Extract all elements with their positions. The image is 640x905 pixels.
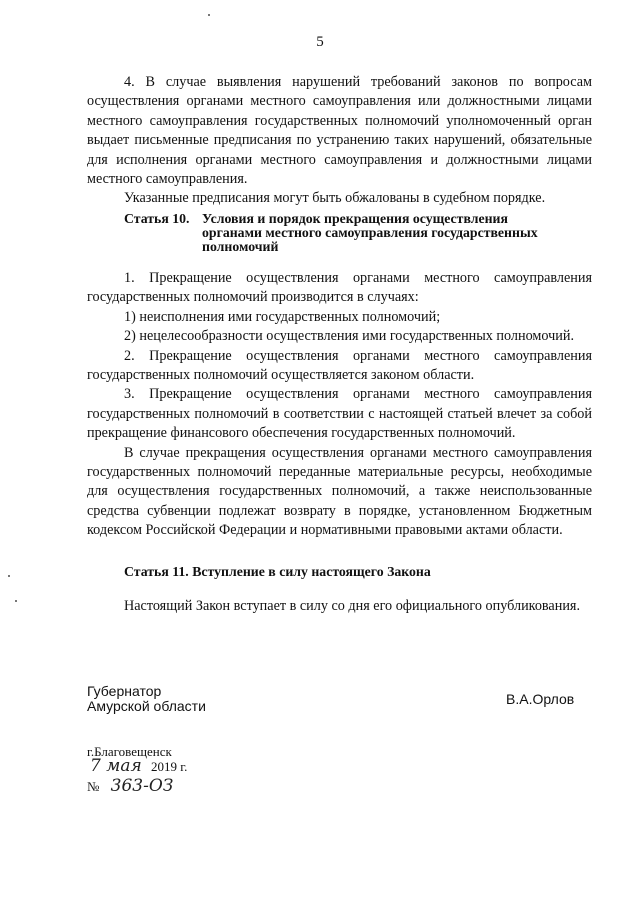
article-11-paragraph-1: Настоящий Закон вступает в силу со дня его официального опубликования. <box>124 598 580 614</box>
signature-position-line-2: Амурской области <box>87 698 206 714</box>
footer-date <box>90 758 290 775</box>
scan-speck <box>8 575 10 577</box>
article-10-label: Статья 10. <box>124 211 190 226</box>
signature-name: В.А.Орлов <box>506 691 575 707</box>
scan-speck <box>15 600 17 602</box>
scan-speck <box>208 14 210 16</box>
article-10-item-2: 2) нецелесообразности осуществления ими государственных полномочий. <box>124 328 574 345</box>
footer-city: г.Благовещенск <box>87 744 172 759</box>
article-10-item-1: 1) неисполнения ими государственных полномочий; <box>124 308 441 325</box>
article-10-title-line-3: полномочий <box>202 239 279 254</box>
signature-position-line-1: Губернатор <box>87 683 162 699</box>
article-10-paragraph-2: 2. Прекращение осуществления органами местного самоуправления государственных полномочий осуществляется законом области. <box>87 347 592 384</box>
footer-date-handwritten: 7 мая <box>90 756 142 776</box>
footer-number <box>87 778 287 795</box>
article-10-paragraph-3: 3. Прекращение осуществления органами местного самоуправления государственных полномочий в соответствии с настоящей статьей влечет за собой прекращение финансового обеспечения государственных полномочий. <box>87 386 592 442</box>
paragraph-item-4: 4. В случае выявления нарушений требований законов по вопросам осуществления органами местного самоуправления или должностными лицами местного самоуправления государственных полномочий уполномоченный орган выдает письменные предписания по устранению таких нарушений, обязательные для исполнения органами местного самоуправления и должностными лицами местного самоуправления. <box>87 74 592 188</box>
footer-number-handwritten: 363-ОЗ <box>110 776 174 796</box>
article-10-paragraph-4: В случае прекращения осуществления органами местного самоуправления государственных полномочий переданные материальные ресурсы, необходимые для осуществления государственных полномочий, а также неиспользованные средства субвенции подлежат возврату в порядке, установленном Бюджетным кодексом Российской Федерации и нормативными правовыми актами области. <box>87 444 592 539</box>
article-11-heading: Статья 11. Вступление в силу настоящего Закона <box>124 564 431 579</box>
article-10-title-line-1: Условия и порядок прекращения осуществления <box>202 211 508 226</box>
footer-number-prefix: № <box>87 779 100 794</box>
article-10-body <box>87 269 592 541</box>
section-item-4 <box>87 73 592 209</box>
page-number: 5 <box>316 34 324 50</box>
footer-year: 2019 г. <box>150 759 188 774</box>
article-10-paragraph-1: 1. Прекращение осуществления органами местного самоуправления государственных полномочий производится в случаях: <box>87 270 592 306</box>
signature-position <box>87 684 206 714</box>
article-11-body <box>87 597 592 616</box>
paragraph-appeal: Указанные предписания могут быть обжалованы в судебном порядке. <box>124 190 546 207</box>
article-10-title-line-2: органами местного самоуправления государственных <box>202 225 538 240</box>
